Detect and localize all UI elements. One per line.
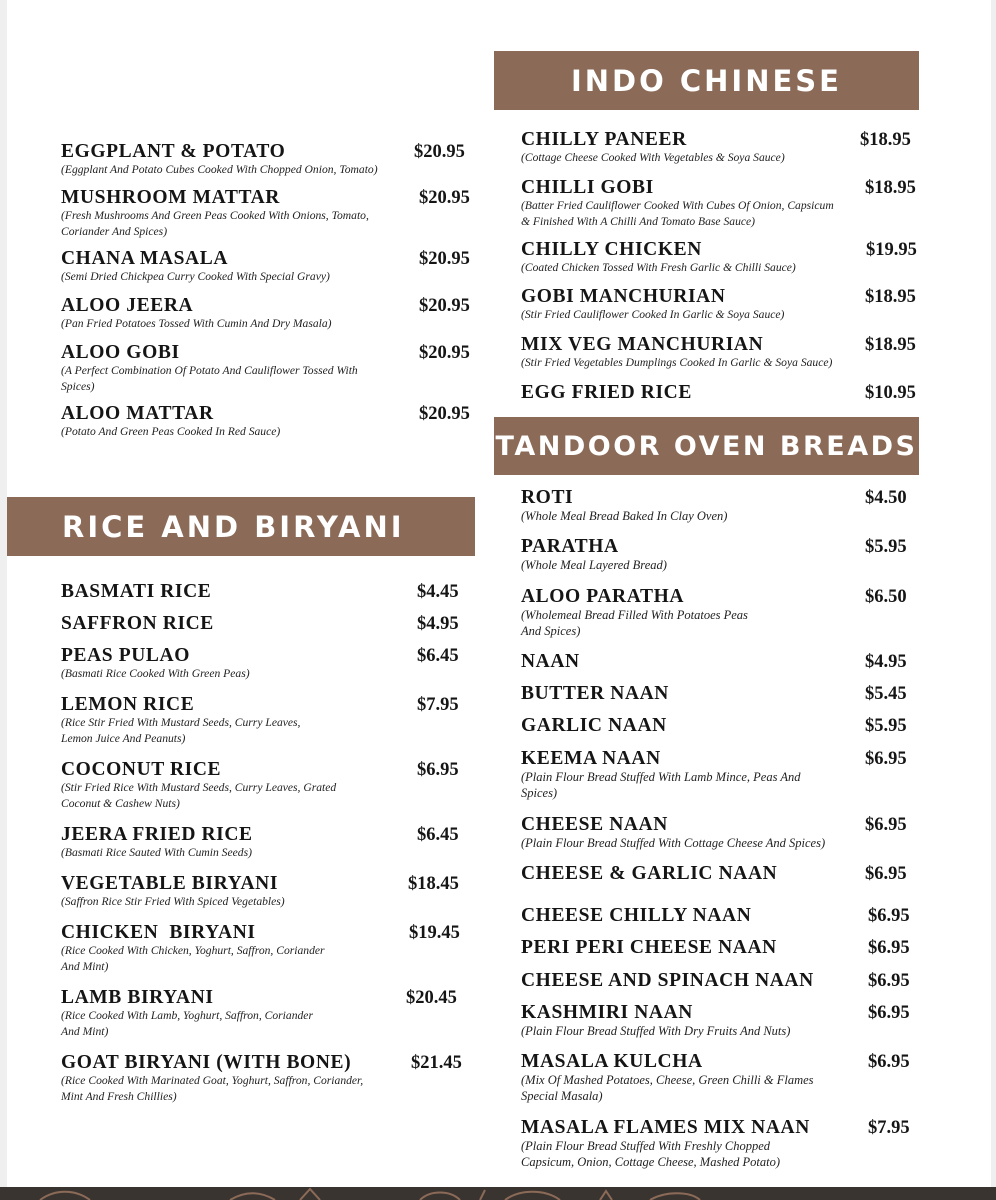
item-price: $6.50 — [865, 587, 907, 607]
item-name: CHILLY CHICKEN — [521, 239, 702, 260]
indo-chinese-title: INDO CHINESE — [570, 63, 842, 98]
item-name: CHILLI GOBI — [521, 177, 654, 198]
item-name: EGGPLANT & POTATO — [61, 141, 286, 162]
page-edge-left — [0, 0, 7, 1200]
item-price: $18.95 — [865, 287, 916, 307]
item-price: $18.95 — [860, 130, 911, 150]
rice-and-biryani-banner — [7, 497, 475, 556]
rice-and-biryani-title: RICE AND BIRYANI — [62, 509, 405, 544]
item-name: CHANA MASALA — [61, 248, 228, 269]
item-description: (Rice Cooked With Marinated Goat, Yoghurt, Saffron, Coriander, Mint And Fresh Chillies) — [61, 1074, 364, 1103]
item-name: MUSHROOM MATTAR — [61, 187, 280, 208]
item-name: NAAN — [521, 651, 580, 672]
item-description: (Basmati Rice Cooked With Green Peas) — [61, 667, 250, 680]
item-price: $7.95 — [417, 695, 459, 715]
item-description: (Plain Flour Bread Stuffed With Dry Fruits And Nuts) — [521, 1024, 791, 1038]
item-name: CHEESE AND SPINACH NAAN — [521, 970, 814, 991]
item-price: $20.95 — [414, 142, 465, 162]
item-price: $18.95 — [865, 178, 916, 198]
item-name: MIX VEG MANCHURIAN — [521, 334, 764, 355]
item-name: COCONUT RICE — [61, 759, 222, 780]
item-name: CHEESE NAAN — [521, 814, 668, 835]
item-description: (Stir Fried Rice With Mustard Seeds, Curry Leaves, Grated Coconut & Cashew Nuts) — [61, 781, 337, 810]
footer-pattern-icon — [0, 1187, 996, 1200]
item-price: $19.45 — [409, 923, 460, 943]
item-price: $6.95 — [417, 760, 459, 780]
item-name: BASMATI RICE — [61, 581, 212, 602]
item-name: CHICKEN BIRYANI — [61, 922, 256, 943]
item-description: (Batter Fried Cauliflower Cooked With Cubes Of Onion, Capsicum & Finished With A Chilli And Tomato Base Sauce) — [521, 199, 834, 228]
item-description: (Plain Flour Bread Stuffed With Lamb Mince, Peas And Spices) — [521, 770, 801, 800]
item-price: $5.95 — [865, 537, 907, 557]
item-price: $6.45 — [417, 646, 459, 666]
item-price: $20.95 — [419, 249, 470, 269]
item-name: CHEESE & GARLIC NAAN — [521, 863, 778, 884]
item-price: $7.95 — [868, 1118, 910, 1138]
item-name: MASALA FLAMES MIX NAAN — [521, 1117, 810, 1138]
item-price: $5.45 — [865, 684, 907, 704]
item-name: GARLIC NAAN — [521, 715, 667, 736]
item-name: ROTI — [521, 487, 574, 508]
tandoor-oven-breads-banner — [494, 417, 919, 475]
item-name: PEAS PULAO — [61, 645, 190, 666]
item-price: $6.45 — [417, 825, 459, 845]
item-description: (Fresh Mushrooms And Green Peas Cooked With Onions, Tomato, Coriander And Spices) — [61, 209, 369, 238]
item-price: $6.95 — [868, 1052, 910, 1072]
item-name: LAMB BIRYANI — [61, 987, 214, 1008]
item-name: CHEESE CHILLY NAAN — [521, 905, 752, 926]
item-description: (Mix Of Mashed Potatoes, Cheese, Green Chilli & Flames Special Masala) — [521, 1073, 814, 1103]
item-price: $20.95 — [419, 404, 470, 424]
item-name: VEGETABLE BIRYANI — [61, 873, 279, 894]
item-name: PARATHA — [521, 536, 619, 557]
item-description: (Rice Cooked With Chicken, Yoghurt, Saffron, Coriander And Mint) — [61, 944, 325, 973]
item-description: (A Perfect Combination Of Potato And Cauliflower Tossed With Spices) — [61, 364, 358, 393]
item-name: KEEMA NAAN — [521, 748, 661, 769]
item-description: (Rice Cooked With Lamb, Yoghurt, Saffron, Coriander And Mint) — [61, 1009, 313, 1038]
item-name: ALOO JEERA — [61, 295, 194, 316]
item-description: (Stir Fried Vegetables Dumplings Cooked In Garlic & Soya Sauce) — [521, 356, 833, 369]
item-name: KASHMIRI NAAN — [521, 1002, 693, 1023]
item-description: (Rice Stir Fried With Mustard Seeds, Curry Leaves, Lemon Juice And Peanuts) — [61, 716, 301, 745]
item-price: $6.95 — [868, 906, 910, 926]
item-description: (Eggplant And Potato Cubes Cooked With Chopped Onion, Tomato) — [61, 163, 378, 176]
item-price: $20.95 — [419, 296, 470, 316]
item-price: $6.95 — [868, 1003, 910, 1023]
item-description: (Potato And Green Peas Cooked In Red Sauce) — [61, 425, 281, 438]
item-description: (Whole Meal Layered Bread) — [521, 558, 667, 572]
item-description: (Coated Chicken Tossed With Fresh Garlic & Chilli Sauce) — [521, 261, 796, 274]
item-name: EGG FRIED RICE — [521, 382, 692, 403]
item-description: (Cottage Cheese Cooked With Vegetables & Soya Sauce) — [521, 151, 785, 164]
item-name: PERI PERI CHEESE NAAN — [521, 937, 777, 958]
item-name: ALOO GOBI — [61, 342, 180, 363]
item-price: $20.95 — [419, 188, 470, 208]
item-description: (Basmati Rice Sauted With Cumin Seeds) — [61, 846, 252, 859]
item-price: $4.50 — [865, 488, 907, 508]
item-price: $6.95 — [865, 749, 907, 769]
item-price: $20.45 — [406, 988, 457, 1008]
item-name: MASALA KULCHA — [521, 1051, 703, 1072]
item-description: (Wholemeal Bread Filled With Potatoes Peas And Spices) — [521, 608, 748, 638]
item-name: BUTTER NAAN — [521, 683, 669, 704]
item-name: LEMON RICE — [61, 694, 195, 715]
page-edge-right — [991, 0, 996, 1200]
item-price: $20.95 — [419, 343, 470, 363]
item-price: $6.95 — [865, 864, 907, 884]
item-name: GOBI MANCHURIAN — [521, 286, 726, 307]
item-price: $18.95 — [865, 335, 916, 355]
item-name: CHILLY PANEER — [521, 129, 687, 150]
item-description: (Whole Meal Bread Baked In Clay Oven) — [521, 509, 728, 523]
item-price: $6.95 — [868, 938, 910, 958]
item-price: $6.95 — [865, 815, 907, 835]
item-name: GOAT BIRYANI (WITH BONE) — [61, 1052, 352, 1073]
item-price: $4.45 — [417, 582, 459, 602]
item-name: JEERA FRIED RICE — [61, 824, 253, 845]
item-description: (Stir Fried Cauliflower Cooked In Garlic & Soya Sauce) — [521, 308, 785, 321]
item-price: $18.45 — [408, 874, 459, 894]
item-description: (Saffron Rice Stir Fried With Spiced Vegetables) — [61, 895, 285, 908]
tandoor-oven-breads-title: TANDOOR OVEN BREADS — [495, 430, 918, 462]
item-description: (Pan Fried Potatoes Tossed With Cumin And Dry Masala) — [61, 317, 332, 330]
item-name: SAFFRON RICE — [61, 613, 214, 634]
item-description: (Plain Flour Bread Stuffed With Freshly Chopped Capsicum, Onion, Cottage Cheese, Mashed Potato) — [521, 1139, 780, 1169]
item-price: $10.95 — [865, 383, 916, 403]
item-name: ALOO PARATHA — [521, 586, 685, 607]
item-price: $4.95 — [865, 652, 907, 672]
item-description: (Semi Dried Chickpea Curry Cooked With Special Gravy) — [61, 270, 330, 283]
item-description: (Plain Flour Bread Stuffed With Cottage Cheese And Spices) — [521, 836, 826, 850]
item-price: $6.95 — [868, 971, 910, 991]
footer-decorative-band — [0, 1187, 996, 1200]
indo-chinese-banner — [494, 51, 919, 110]
item-price: $5.95 — [865, 716, 907, 736]
item-price: $19.95 — [866, 240, 917, 260]
item-price: $21.45 — [411, 1053, 462, 1073]
item-name: ALOO MATTAR — [61, 403, 214, 424]
item-price: $4.95 — [417, 614, 459, 634]
